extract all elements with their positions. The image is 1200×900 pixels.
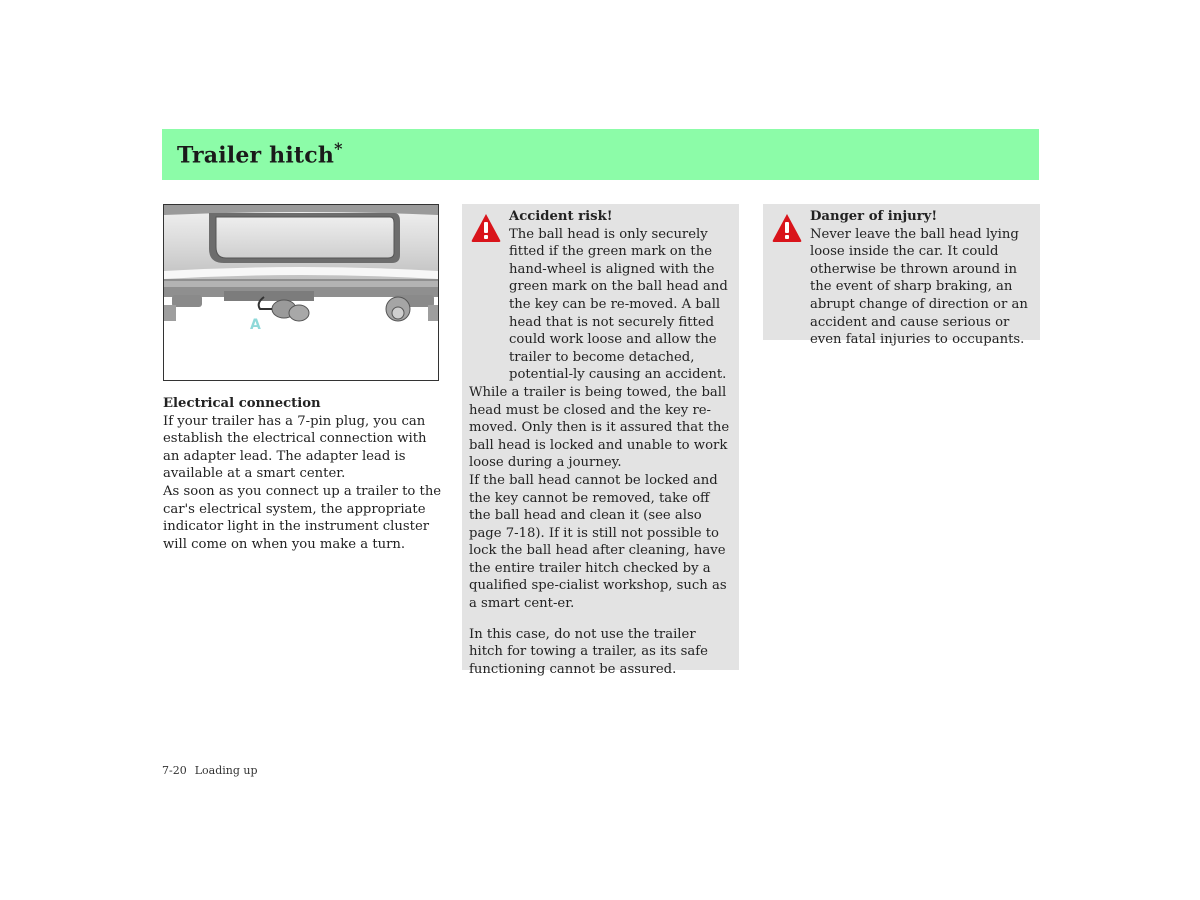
section-heading: Electrical connection: [163, 396, 321, 411]
warning-accident-risk: [462, 204, 739, 677]
warning-text: In this case, do not use the trailer hitch for towing a trailer, as its safe functioning cannot be assured.: [469, 626, 708, 677]
warning-triangle-icon: [771, 212, 803, 244]
figure-callout-label: A: [250, 317, 261, 333]
page-title: Trailer hitch*: [177, 139, 343, 169]
warning-text: The ball head is only securely fitted if the green mark on the hand-wheel is aligned with the green mark on the ball head and the key can be re-moved. A ball head that is not securely fitted could work loose and allow the trailer to become detached, potential-ly causing an accident.: [509, 226, 728, 383]
warning-text: If the ball head cannot be locked and the key cannot be removed, take off the ball head and clean it (see also page 7-18). If it is still not possible to lock the ball head after cleaning, have the entire trailer hitch checked by a qualified spe-cialist workshop, such as a smart cent-er.: [469, 472, 727, 612]
page-number: 7-20: [162, 764, 187, 777]
electrical-connection-section: [163, 395, 443, 553]
warning-text: Never leave the ball head lying loose inside the car. It could otherwise be thrown around in the event of sharp braking, an abrupt change of direction or an accident and cause serious or even fatal injuries to occupants.: [810, 226, 1028, 348]
warning-danger-of-injury: [763, 204, 1040, 348]
paragraph: As soon as you connect up a trailer to the car's electrical system, the appropriate indicator light in the instrument cluster will come on when you make a turn.: [163, 483, 442, 552]
page-footer: [162, 764, 258, 777]
warning-text: While a trailer is being towed, the ball head must be closed and the key re-moved. Only then is it assured that the ball head is locked and unable to work loose during a journey.: [469, 384, 730, 471]
warning-title: Accident risk!: [509, 209, 613, 224]
trailer-hitch-illustration: [163, 204, 439, 381]
paragraph: If your trailer has a 7-pin plug, you can establish the electrical connection with an adapter lead. The adapter lead is available at a smart center.: [163, 413, 427, 482]
warning-title: Danger of injury!: [810, 209, 938, 224]
title-bar: [162, 129, 1039, 180]
warning-triangle-icon: [470, 212, 502, 244]
optional-asterisk: *: [334, 139, 343, 158]
section-name: Loading up: [194, 764, 258, 777]
